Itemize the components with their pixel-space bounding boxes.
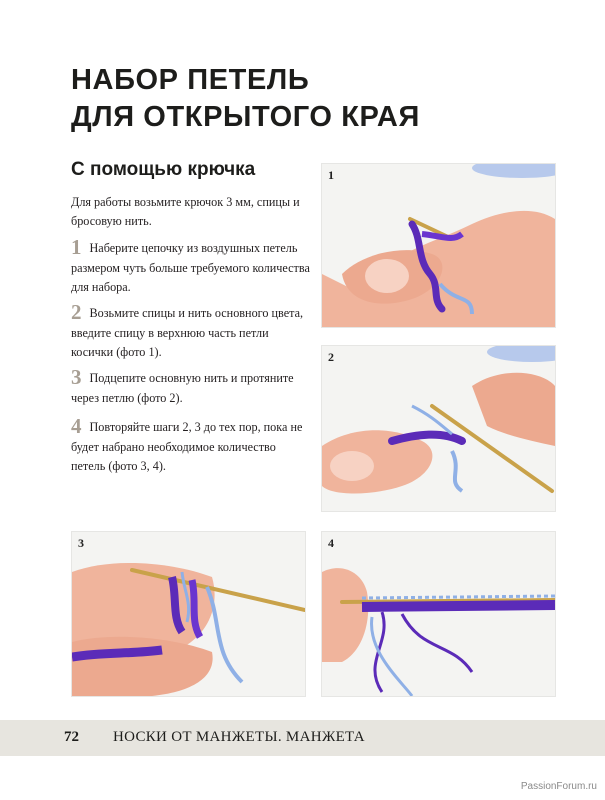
- step-2: [71, 300, 311, 363]
- step-number: 1: [71, 235, 82, 259]
- photo-label: 4: [328, 536, 334, 550]
- knitting-photo-1-image: [322, 164, 555, 327]
- knitting-photo-3-image: [72, 532, 305, 696]
- section-subtitle: С помощью крючка: [71, 159, 256, 180]
- watermark: PassionForum.ru: [520, 781, 597, 792]
- step-text: Повторяйте шаги 2, 3 до тех пор, пока не будет набрано необходимое количество петель (фото 3, 4).: [71, 420, 303, 473]
- page-title: [71, 62, 420, 136]
- photo-1: [321, 163, 556, 328]
- photo-label: 3: [78, 536, 84, 550]
- photo-4: [321, 531, 556, 697]
- step-text: Возьмите спицы и нить основного цвета, введите спицу в верхнюю часть петли косички (фото 1).: [71, 306, 304, 359]
- step-1: [71, 235, 311, 298]
- step-3: [71, 365, 311, 408]
- page-title-line-2: ДЛЯ ОТКРЫТОГО КРАЯ: [71, 101, 420, 133]
- page-title-line-1: НАБОР ПЕТЕЛЬ: [71, 64, 310, 96]
- step-number: 2: [71, 300, 82, 324]
- step-4: [71, 414, 311, 477]
- step-number: 4: [71, 414, 82, 438]
- page-number: 72: [64, 729, 79, 745]
- intro-paragraph: Для работы возьмите крючок 3 мм, спицы и бросовую нить.: [71, 195, 300, 228]
- photo-label: 1: [328, 168, 334, 182]
- photo-2: [321, 345, 556, 512]
- step-text: Подцепите основную нить и протяните через петлю (фото 2).: [71, 371, 294, 405]
- running-head: НОСКИ ОТ МАНЖЕТЫ. МАНЖЕТА: [113, 729, 365, 745]
- knitting-photo-2-image: [322, 346, 555, 511]
- photo-label: 2: [328, 350, 334, 364]
- step-text: Наберите цепочку из воздушных петель размером чуть больше требуемого количества для набора.: [71, 241, 310, 294]
- knitting-photo-4-image: [322, 532, 555, 696]
- photo-3: [71, 531, 306, 697]
- step-number: 3: [71, 365, 82, 389]
